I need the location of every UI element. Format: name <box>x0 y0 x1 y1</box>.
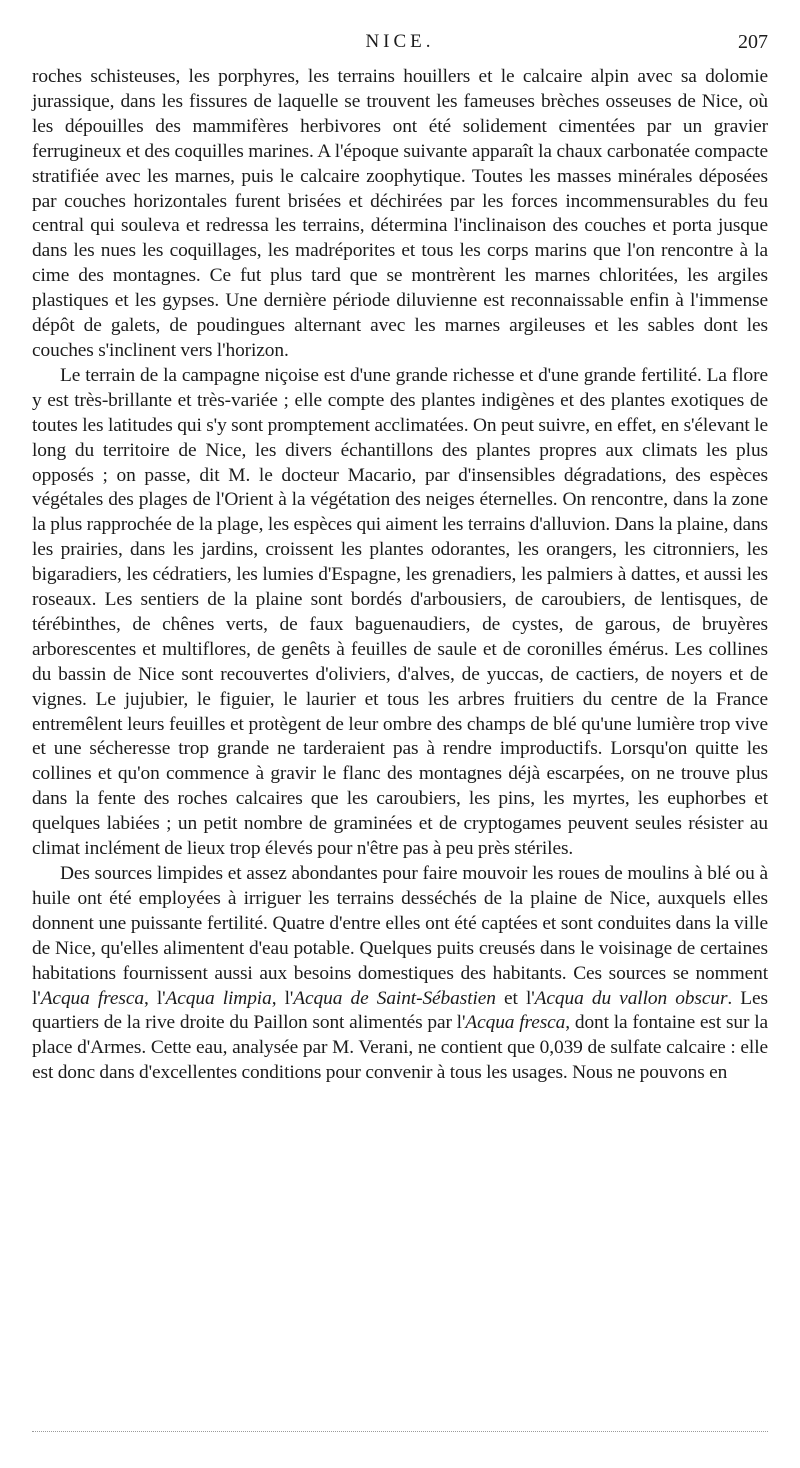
text-run: . Les quartiers de la rive droite du Paillon sont alimentés par l' <box>32 987 768 1034</box>
italic-term: Acqua du vallon obscur <box>534 987 728 1009</box>
running-head <box>32 31 768 55</box>
book-page <box>32 0 768 1468</box>
footer-dotted-rule <box>32 1431 768 1432</box>
text-run: Des sources limpides et assez abondantes pour faire mouvoir les roues de moulins à blé ou à huile ont été employées à irriguer les terrains desséchés de la plaine de Nice, auxquels elles donnent une puissante fertilité. Quatre d'entre elles ont été captées et sont conduites dans la ville de Nice, qu'elles alimentent d'eau potable. Quelques puits creusés dans le voisinage de certaines habitations fournissent aussi aux besoins domestiques des habitants. Ces sources se nomment l' <box>32 863 768 1009</box>
italic-term: Acqua fresca <box>40 987 144 1009</box>
italic-term: Acqua fresca <box>465 1012 566 1034</box>
italic-term: Acqua de Saint-Sébastien <box>293 987 496 1009</box>
text-run: et l' <box>495 987 535 1009</box>
text-run: , l' <box>271 987 294 1009</box>
paragraph-3 <box>32 862 768 1086</box>
text-run: roches schisteuses, les porphyres, les terrains houillers et le calcaire alpin avec sa dolomie jurassique, dans les fissures de laquelle se trouvent les fameuses brèches osseuses de Nice, où les dépouilles des mammifères herbivores ont été solidement cimentées par un gravier ferrugineux et des coquilles marines. A l'époque suivante apparaît la chaux carbonatée compacte stratifiée avec les marnes, puis le calcaire zoophytique. Toutes les masses minérales déposées par couches horizontales furent brisées et déchirées par les forces incommensurables du feu central qui souleva et redressa les terrains, détermina l'inclinaison des couches et porta jusque dans les nues les coquillages, les madréporites et tous les corps marins que l'on rencontre à la cime des montagnes. Ce fut plus tard que se montrèrent les marnes chloritées, les argiles plastiques et les gypses. Une dernière période diluvienne est reconnaissable enfin à l'immense dépôt de galets, de poudingues alternant avec les marnes argileuses et les sables dont les couches s'inclinent vers l'horizon. <box>32 66 768 361</box>
running-title: NICE. <box>365 31 435 52</box>
text-run: , l' <box>143 987 166 1009</box>
body-text <box>32 65 768 1086</box>
paragraph-2 <box>32 364 768 862</box>
italic-term: Acqua limpia <box>165 987 272 1009</box>
text-run: Le terrain de la campagne niçoise est d'une grande richesse et d'une grande fertilité. La flore y est très-brillante et très-variée ; elle compte des plantes indigènes et des plantes exotiques de toutes les latitudes qui s'y sont promptement acclimatées. On peut suivre, en effet, en s'élevant le long du territoire de Nice, les divers échantillons des plantes propres aux climats les plus opposés ; on passe, dit M. le docteur Macario, par d'insensibles dégradations, des espèces végétales des plages de l'Orient à la végétation des neiges éternelles. On rencontre, dans la zone la plus rapprochée de la plage, les espèces qui aiment les terrains d'alluvion. Dans la plaine, dans les prairies, dans les jardins, croissent les plantes odorantes, les orangers, les citronniers, les bigaradiers, les cédratiers, les lumies d'Espagne, les grenadiers, les palmiers à dattes, et aussi les roseaux. Les sentiers de la plaine sont bordés d'arbousiers, de caroubiers, de lentisques, de térébinthes, de chênes verts, de faux baguenaudiers, de cystes, de garous, de bruyères arborescentes et multiflores, de genêts à feuilles de saule et de coronilles émérus. Les collines du bassin de Nice sont recouvertes d'oliviers, d'alves, de yuccas, de cactiers, de noyers et de vignes. Le jujubier, le figuier, le laurier et tous les arbres fruitiers du centre de la France entremêlent leurs feuilles et protègent de leur ombre des champs de blé qu'une lumière trop vive et une sécheresse trop grande ne tarderaient pas à rendre improductifs. Lorsqu'on quitte les collines et qu'on commence à gravir le flanc des montagnes déjà escarpées, on ne trouve plus dans la fente des roches calcaires que les caroubiers, les pins, les myrtes, les euphorbes et quelques labiées ; un petit nombre de graminées et de cryptogames peuvent seules résister au climat inclément de lieux trop élevés pour n'être pas à peu près stériles. <box>32 364 768 860</box>
paragraph-1 <box>32 65 768 364</box>
text-run: , dont la fontaine est sur la place d'Armes. Cette eau, analysée par M. Verani, ne contient que 0,039 de sulfate calcaire : elle est donc dans d'excellentes conditions pour convenir à tous les usages. Nous ne pouvons en <box>32 1012 768 1084</box>
page-number: 207 <box>738 31 768 53</box>
